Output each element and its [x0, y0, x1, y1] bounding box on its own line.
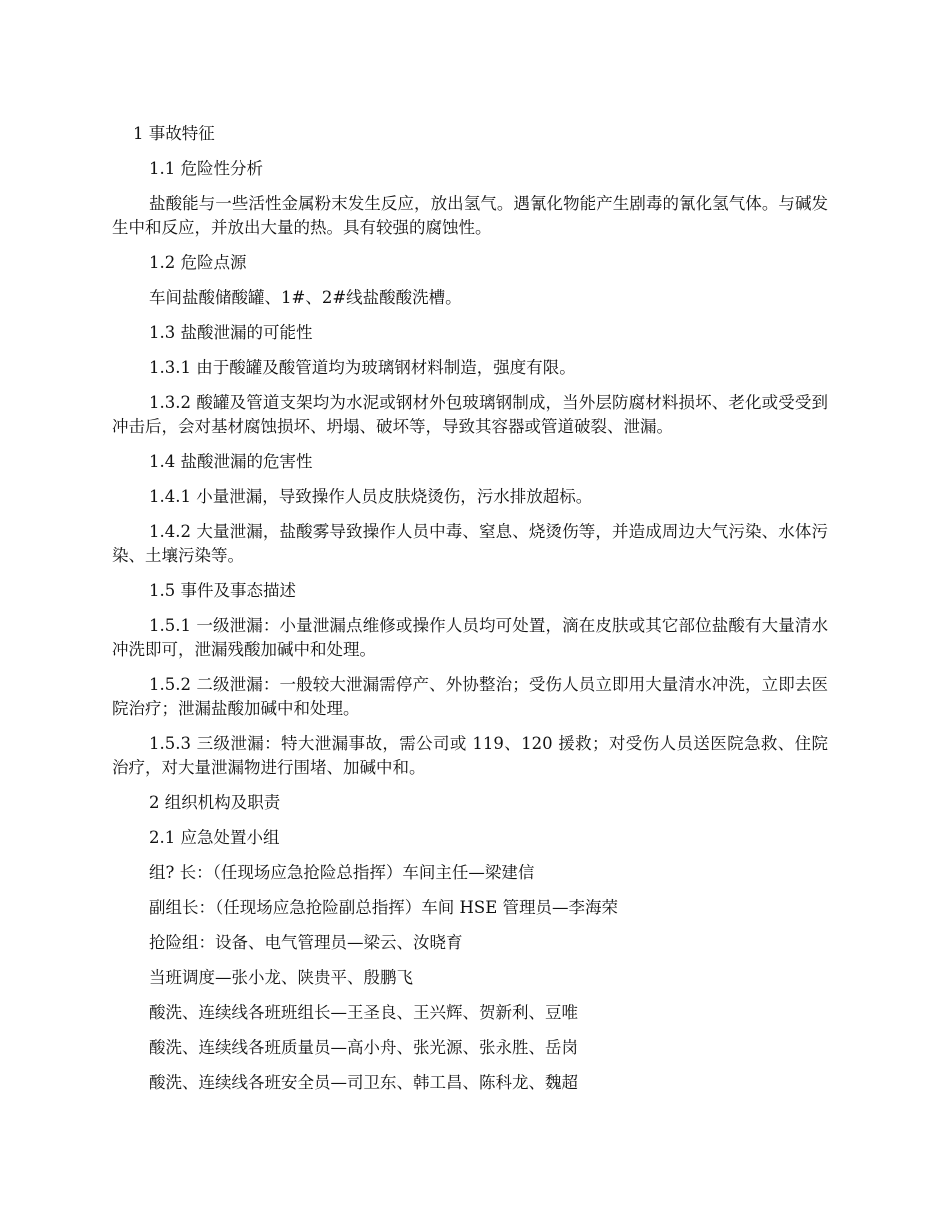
body-paragraph-rescue-team: 抢险组：设备、电气管理员—梁云、汝晓育 — [149, 933, 463, 952]
body-paragraph-safety-staff: 酸洗、连续线各班安全员—司卫东、韩工昌、陈科龙、魏超 — [149, 1073, 578, 1092]
body-paragraph-deputy-leader: 副组长：（任现场应急抢险副总指挥）车间 HSE 管理员—李海荣 — [149, 898, 618, 917]
subsection-heading-1-2: 1.2 危险点源 — [149, 253, 247, 272]
section-heading-2: 2 组织机构及职责 — [149, 793, 281, 812]
subsection-heading-1-1: 1.1 危险性分析 — [149, 159, 263, 178]
body-paragraph-team-leader: 组? 长：（任现场应急抢险总指挥）车间主任—梁建信 — [149, 863, 535, 882]
subsection-heading-1-4: 1.4 盐酸泄漏的危害性 — [149, 452, 313, 471]
body-paragraph-1-5-3: 1.5.3 三级泄漏：特大泄漏事故，需公司或 119、120 援救；对受伤人员送医院急救、住院治疗，对大量泄漏物进行围堵、加碱中和。 — [112, 734, 828, 777]
subsection-heading-1-5: 1.5 事件及事态描述 — [149, 581, 296, 600]
body-paragraph-quality-staff: 酸洗、连续线各班质量员—高小舟、张光源、张永胜、岳岗 — [149, 1038, 578, 1057]
body-paragraph-hazard-analysis: 盐酸能与一些活性金属粉末发生反应，放出氢气。遇氰化物能产生剧毒的氰化氢气体。与碱发生中和反应，并放出大量的热。具有较强的腐蚀性。 — [112, 194, 828, 237]
subsection-heading-2-1: 2.1 应急处置小组 — [149, 828, 280, 847]
body-paragraph-hazard-source: 车间盐酸储酸罐、1#、2#线盐酸酸洗槽。 — [149, 288, 462, 307]
body-paragraph-1-5-2: 1.5.2 二级泄漏：一般较大泄漏需停产、外协整治；受伤人员立即用大量清水冲洗，立即去医院治疗；泄漏盐酸加碱中和处理。 — [112, 675, 828, 718]
section-heading-1: 1 事故特征 — [133, 124, 215, 143]
body-paragraph-shift-leaders: 酸洗、连续线各班班组长—王圣良、王兴辉、贺新利、豆唯 — [149, 1003, 578, 1022]
document-page — [112, 122, 828, 1106]
body-paragraph-1-5-1: 1.5.1 一级泄漏：小量泄漏点维修或操作人员均可处置，滴在皮肤或其它部位盐酸有大量清水冲洗即可，泄漏残酸加碱中和处理。 — [112, 616, 828, 659]
body-paragraph-1-4-2: 1.4.2 大量泄漏，盐酸雾导致操作人员中毒、窒息、烧烫伤等，并造成周边大气污染、水体污染、土壤污染等。 — [112, 522, 828, 565]
body-paragraph-1-3-2: 1.3.2 酸罐及管道支架均为水泥或钢材外包玻璃钢制成，当外层防腐材料损坏、老化或受受到冲击后，会对基材腐蚀损坏、坍塌、破坏等，导致其容器或管道破裂、泄漏。 — [112, 393, 828, 436]
subsection-heading-1-3: 1.3 盐酸泄漏的可能性 — [149, 323, 313, 342]
body-paragraph-1-3-1: 1.3.1 由于酸罐及酸管道均为玻璃钢材料制造，强度有限。 — [149, 358, 576, 377]
body-paragraph-dispatch: 当班调度—张小龙、陕贵平、殷鹏飞 — [149, 968, 413, 987]
body-paragraph-1-4-1: 1.4.1 小量泄漏，导致操作人员皮肤烧烫伤，污水排放超标。 — [149, 487, 593, 506]
